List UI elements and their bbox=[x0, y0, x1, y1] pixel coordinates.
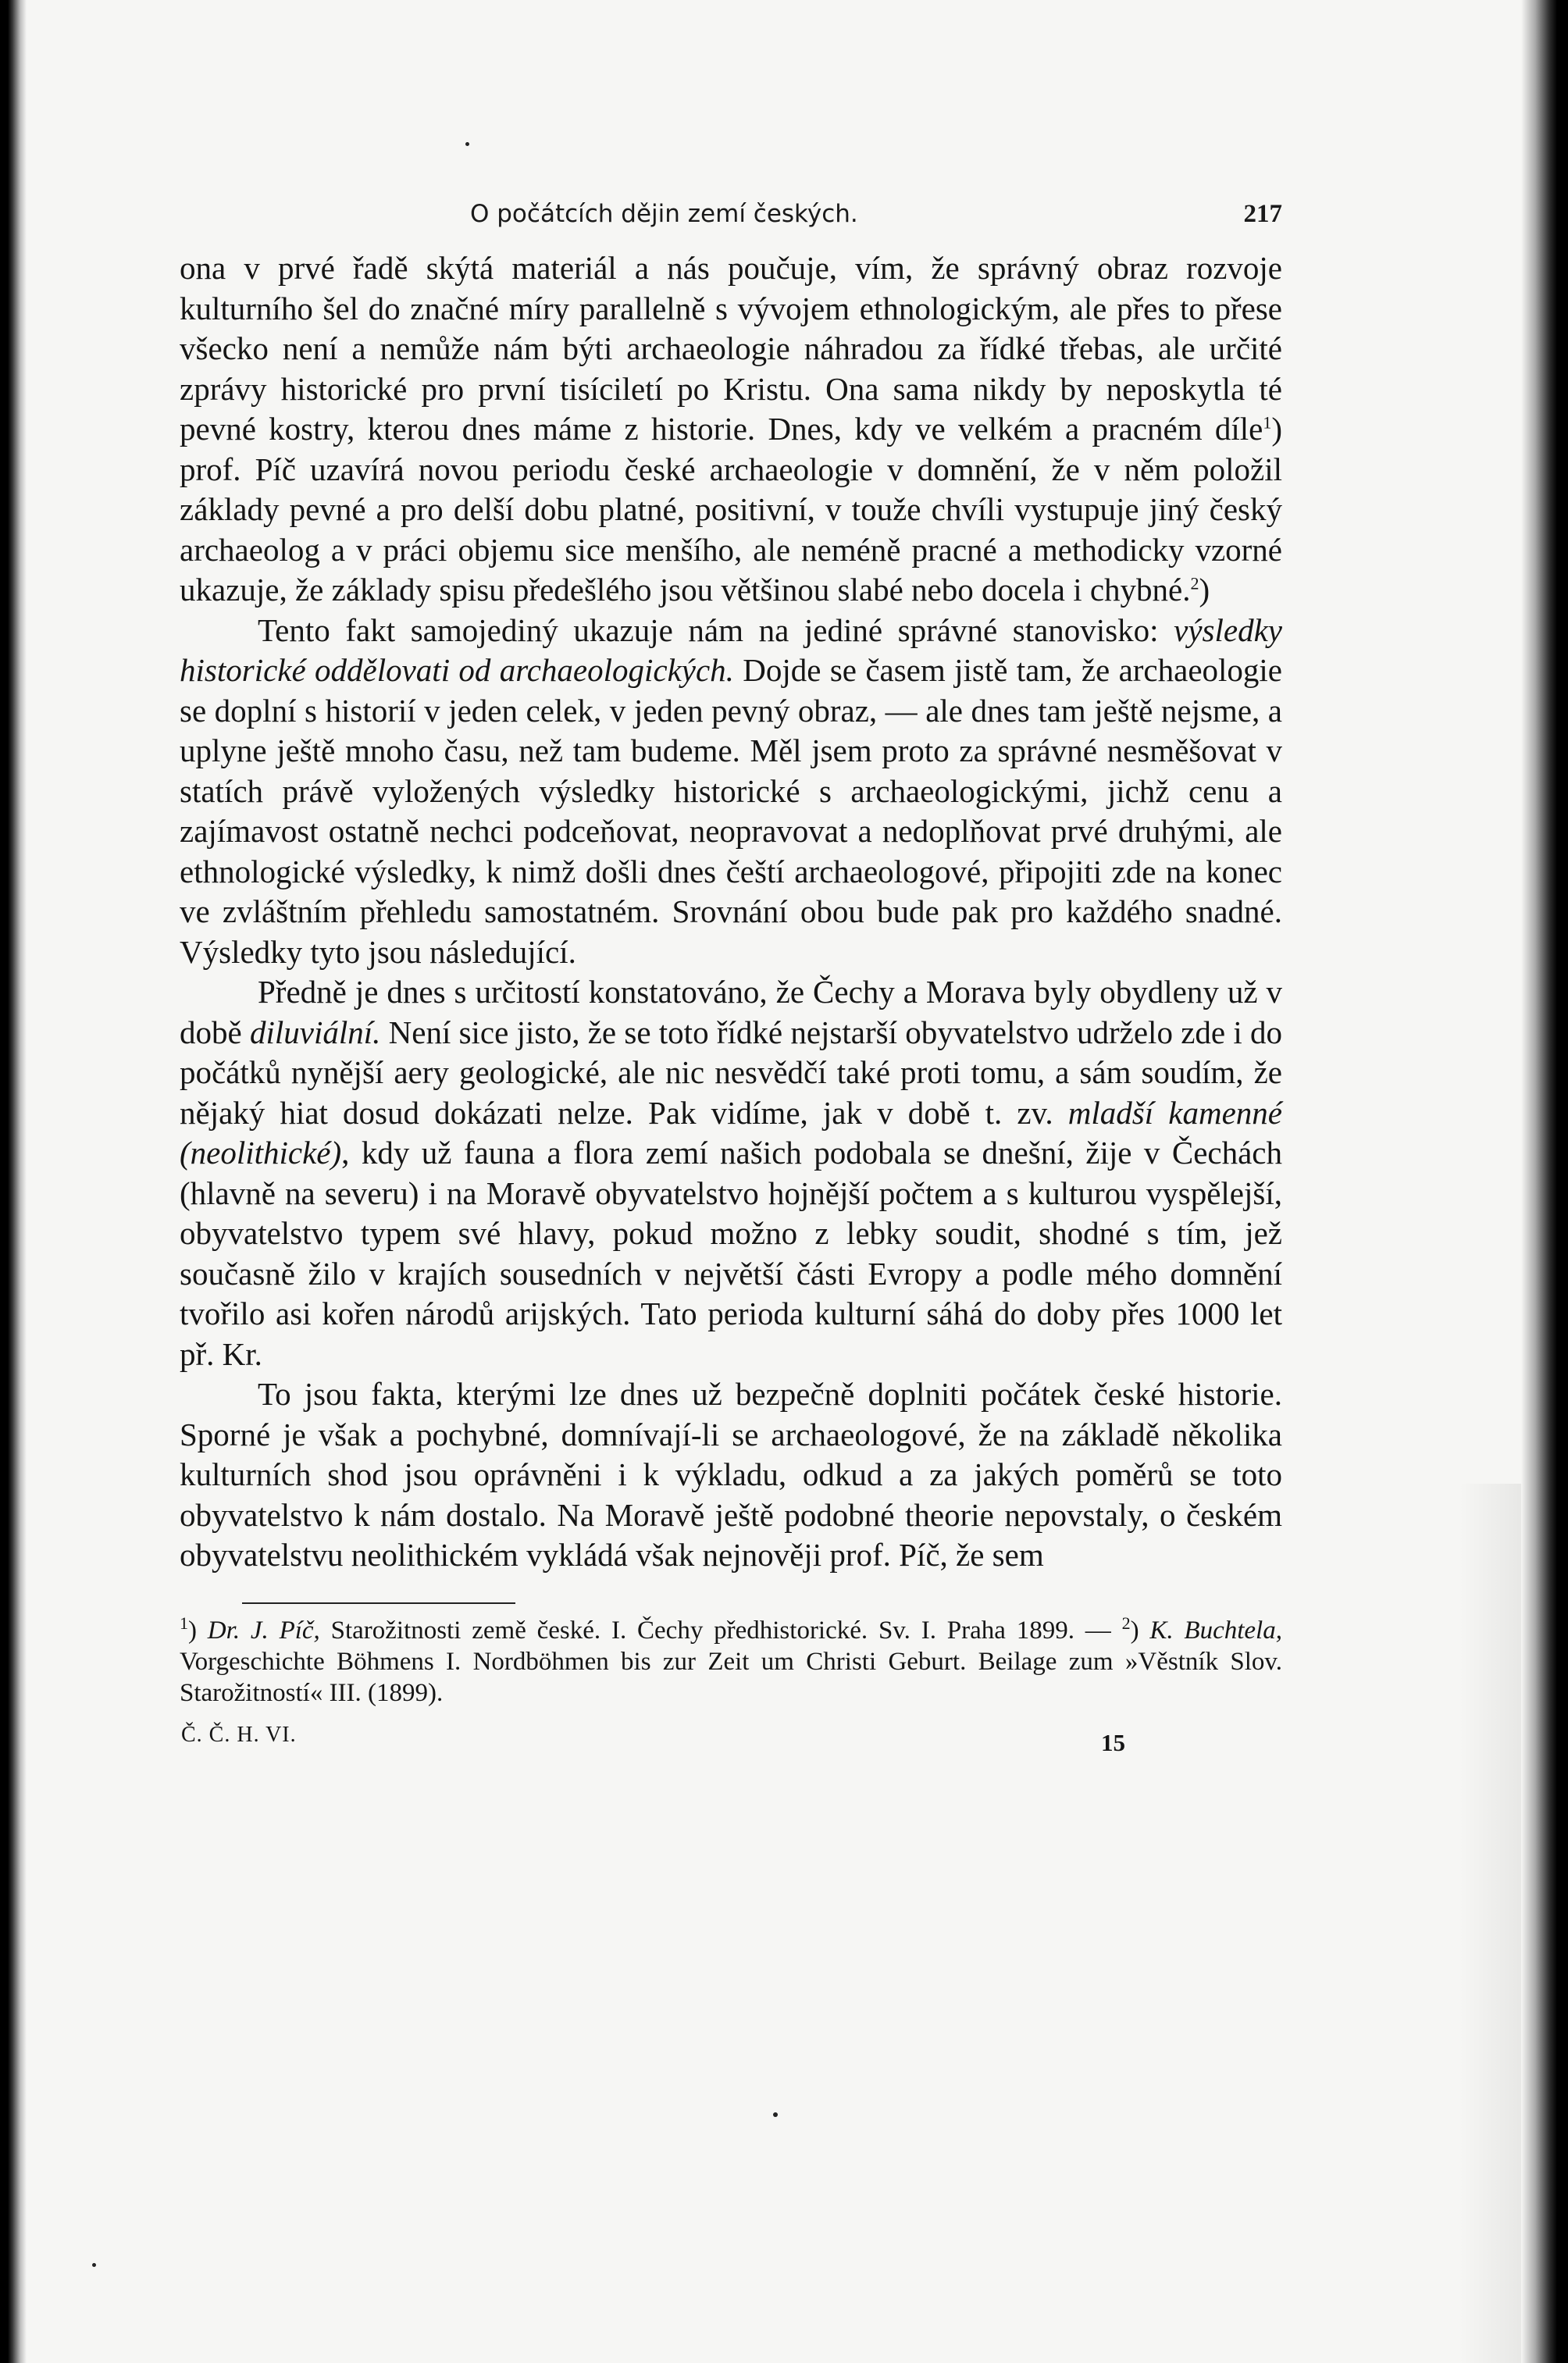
footnote-1-text: Starožitnosti země české. I. Čechy předhistorické. Sv. I. Praha 1899. — bbox=[319, 1616, 1122, 1645]
footnote-ref-2: 2 bbox=[1190, 573, 1199, 593]
signature-line bbox=[180, 1718, 1282, 1757]
footnote-mark-2: 2 bbox=[1121, 1613, 1131, 1633]
scan-right-border bbox=[1521, 0, 1568, 2363]
text-column bbox=[180, 187, 1282, 1757]
footnote-2-text: Vorgeschichte Böhmens I. Nordböhmen bis zur Zeit um Christi Geburt. Beilage zum »Věstník Slov. Starožitností« III. (1899). bbox=[180, 1647, 1282, 1707]
footnote-ref-1: 1 bbox=[1263, 412, 1272, 433]
sheet-number: 15 bbox=[1101, 1728, 1125, 1756]
emphasis-thesis: výsledky historické oddělovati od archaeologických. bbox=[180, 611, 1282, 688]
scan-speck bbox=[773, 2112, 778, 2117]
running-title: O počátcích dějin zemí českých. bbox=[470, 200, 858, 228]
scan-speck bbox=[465, 142, 469, 146]
paragraph-1: ona v prvé řadě skýtá materiál a nás poučuje, vím, že správný obraz rozvoje kulturního šel do značné míry parallelně s vývojem ethnologickým, ale přes to přese všecko není a nemůže nám býti archaeologie náhradou za řídké třebas, ale určité zprávy historické pro první tisíciletí po Kristu. Ona sama nikdy by neposkytla té pevné kostry, kterou dnes máme z historie. Dnes, kdy ve velkém a pracném díle$^1$) prof. Píč uzavírá novou periodu české archaeologie v domnění, že v něm položil základy pevné a pro delší dobu platné, positivní, v touže chvíli vystupuje jiný český archaeolog a v práci objemu sice menšího, ale neméně pracné a methodicky vzorné ukazuje, že základy spisu předešlého jsou většinou slabé nebo docela i chybné.$^2$) bbox=[180, 250, 1282, 608]
scan-speck bbox=[92, 2263, 96, 2267]
journal-signature: Č. Č. H. VI. bbox=[181, 1722, 297, 1747]
emphasis-diluvial: diluviální. bbox=[249, 1014, 381, 1050]
footnote-1-author: Dr. J. Píč, bbox=[207, 1616, 320, 1645]
footnote-divider bbox=[242, 1602, 515, 1604]
page-number: 217 bbox=[1243, 200, 1282, 228]
running-head bbox=[180, 187, 1282, 239]
footnote-2-author: K. Buchtela, bbox=[1149, 1616, 1282, 1645]
body-text bbox=[180, 248, 1282, 1576]
emphasis-neolithic: mladší kamenné (neolithické) bbox=[180, 1094, 1282, 1171]
paragraph-2: Tento fakt samojediný ukazuje nám na jediné správné stanovisko: výsledky historické oddělovati od archaeologických. Dojde se časem jistě tam, že archaeologie se doplní s historií v jeden celek, v jeden pevný obraz, — ale dnes tam ještě nejsme, a uplyne ještě mnoho času, než tam budeme. Měl jsem proto za správné nesměšovat v statích právě vyložených výsledky historické s archaeologickými, jichž cenu a zajímavost ostatně nechci podceňovat, neopravovat a nedoplňovat prvé druhými, ale ethnologické výsledky, k nimž došli dnes čeští archaeologové, připojiti zde na konec ve zvláštním přehledu samostatném. Srovnání obou bude pak pro každého snadné. Výsledky tyto jsou následující. bbox=[180, 611, 1283, 970]
footnotes: $^1$) Dr. J. Píč, Starožitnosti země české. I. Čechy předhistorické. Sv. I. Praha 1899. — $^2$) K. Buchtela, Vorgeschichte Böhmens I. Nordböhmen bis zur Zeit um Christi Geburt. Beilage zum »Věstník Slov. Starožitností« III. (1899). bbox=[180, 1613, 1282, 1707]
footnote-mark-1: 1 bbox=[180, 1613, 188, 1633]
scan-shadow bbox=[1459, 1484, 1521, 2363]
scan-left-border bbox=[0, 0, 27, 2363]
paragraph-4: To jsou fakta, kterými lze dnes už bezpečně doplniti počátek české historie. Sporné je však a pochybné, domnívají-li se archaeologové, že na základě několika kulturních shod jsou oprávněni i k výkladu, odkud a za jakých poměrů se toto obyvatelstvo k nám dostalo. Na Moravě ještě podobné theorie nepovstaly, o českém obyvatelstvu neolithickém vykládá však nejnověji prof. Píč, že sem bbox=[180, 1376, 1282, 1573]
paragraph-3: Předně je dnes s určitostí konstatováno, že Čechy a Morava byly obydleny už v době diluviální. Není sice jisto, že se toto řídké nejstarší obyvatelstvo udrželo zde i do počátků nynější aery geologické, ale nic nesvědčí také proti tomu, a sám soudím, že nějaký hiat dosud dokázati nelze. Pak vidíme, jak v době t. zv. mladší kamenné (neolithické), kdy už fauna a flora zemí našich podobala se dnešní, žije v Čechách (hlavně na severu) i na Moravě obyvatelstvo hojnější počtem a s kulturou vyspělejší, obyvatelstvo typem své hlavy, pokud možno z lebky soudit, shodné s tím, jež současně žilo v krajích sousedních v největší části Evropy a podle mého domnění tvořilo asi kořen národů arijských. Tato perioda kulturní sáhá do doby přes 1000 let př. Kr. bbox=[180, 974, 1283, 1372]
